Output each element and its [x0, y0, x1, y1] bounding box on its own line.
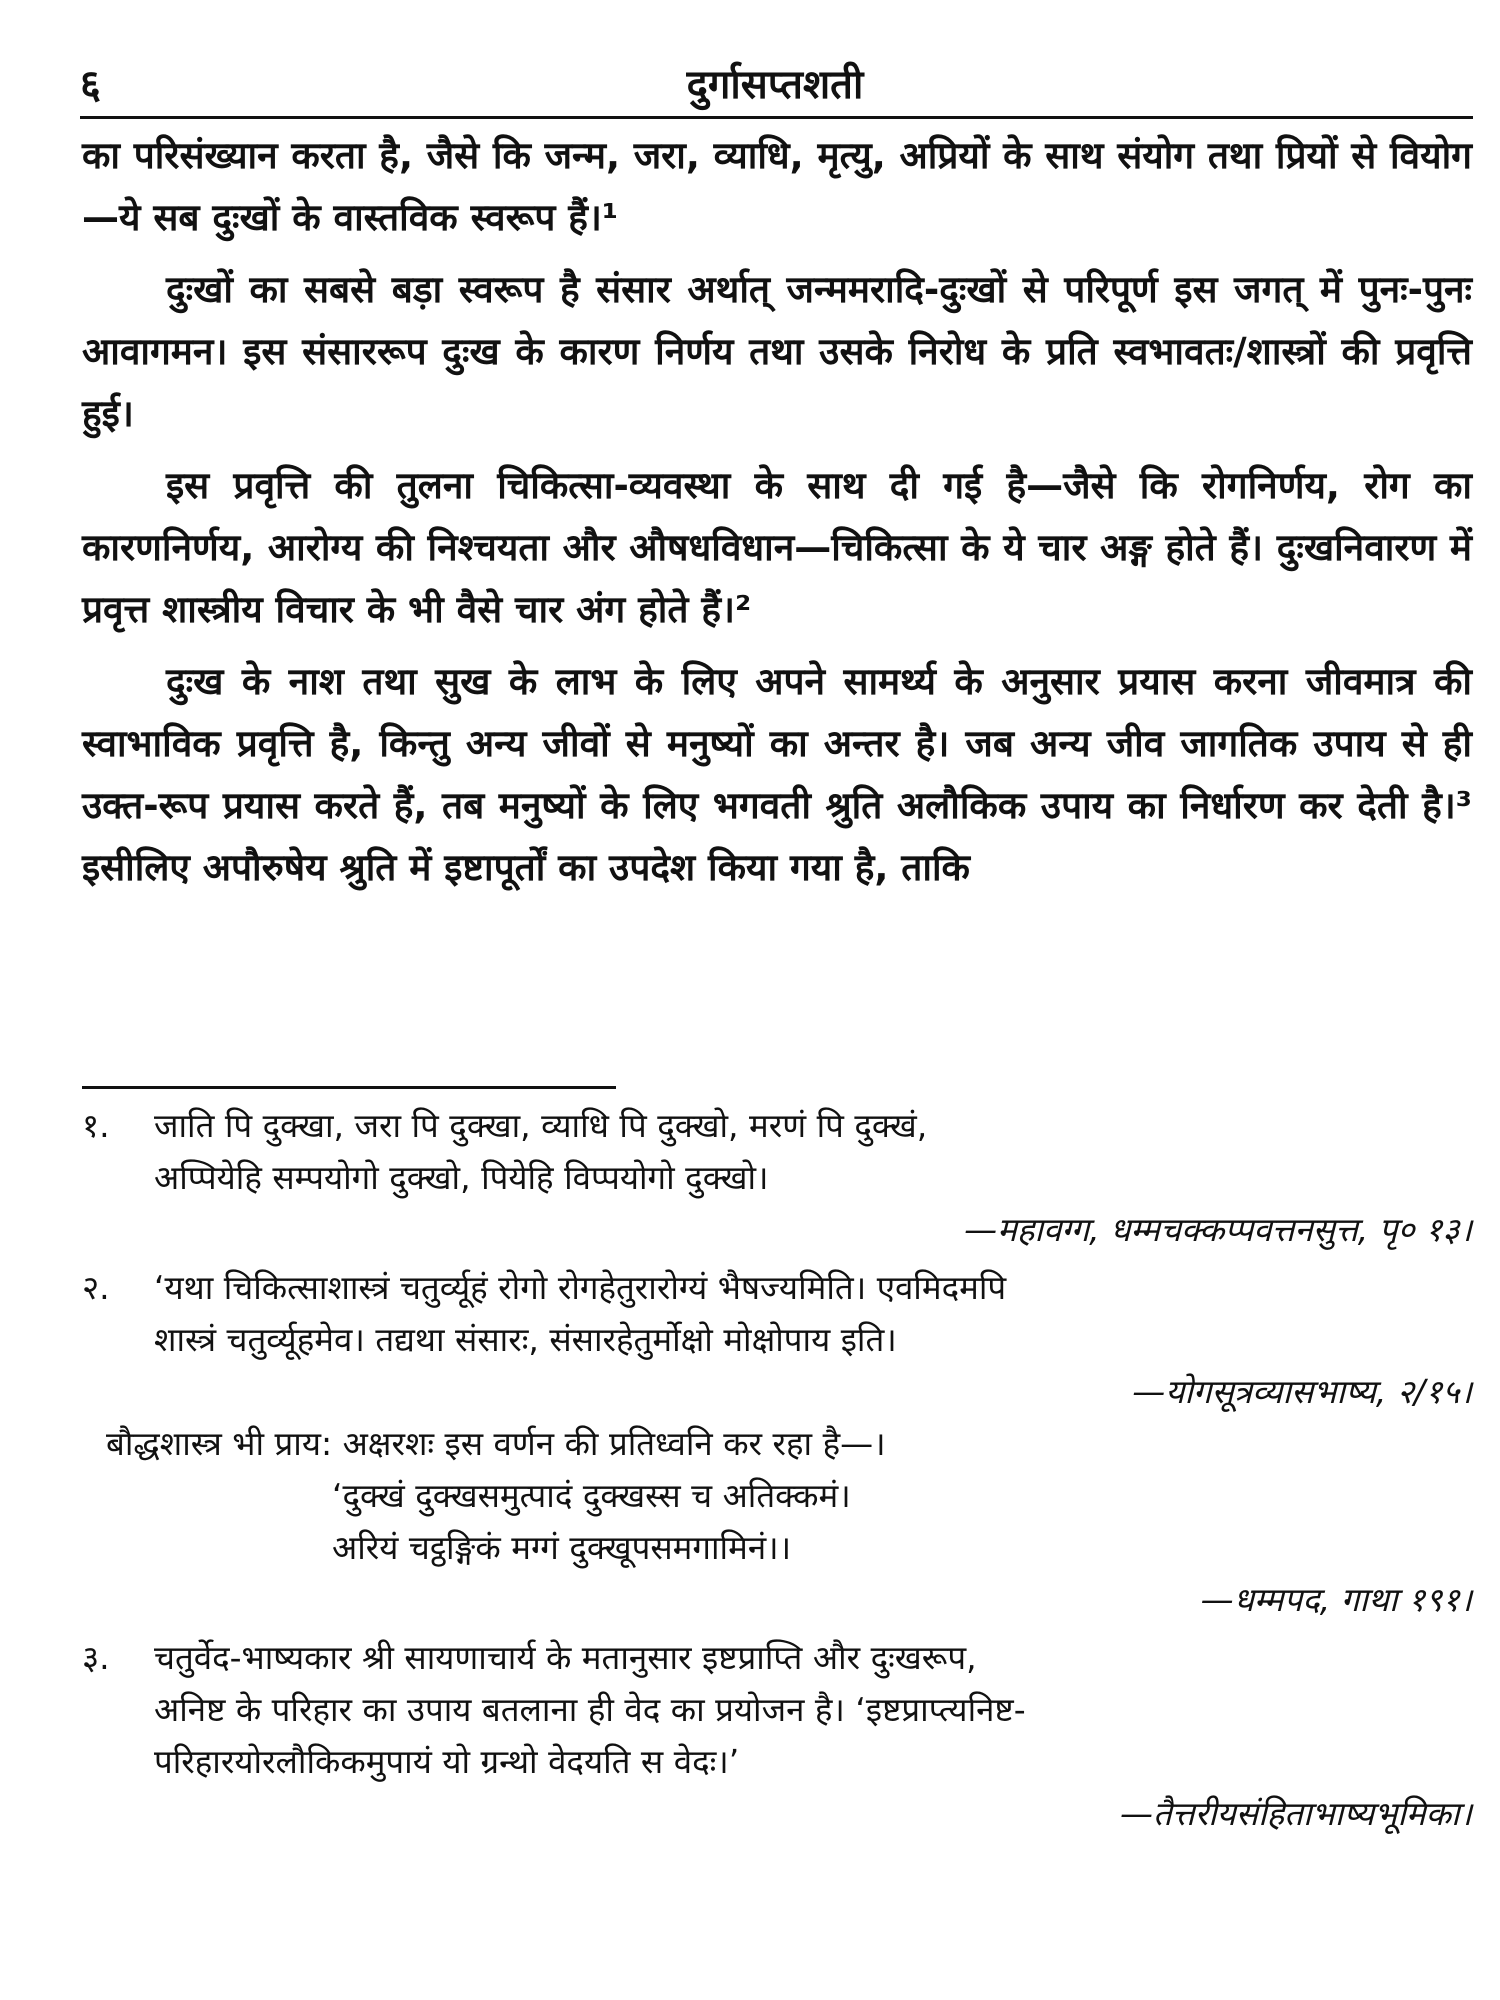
- page-number: ६: [80, 62, 101, 108]
- page-title: दुर्गासप्तशती: [686, 62, 864, 108]
- footnote-divider: [82, 1086, 616, 1089]
- page-header: [80, 55, 1470, 115]
- footnote-line: अप्पियेहि सम्पयोगो दुक्खो, पियेहि विप्पयोगो दुक्खो।: [154, 1158, 769, 1197]
- footnote-line: चतुर्वेद-भाष्यकार श्री सायणाचार्य के मतानुसार इष्टप्राप्ति और दुःखरूप,: [154, 1638, 977, 1677]
- paragraph: दुःख के नाश तथा सुख के लाभ के लिए अपने सामर्थ्य के अनुसार प्रयास करना जीवमात्र की स्वाभाविक प्रवृत्ति है, किन्तु अन्य जीवों से मनुष्यों का अन्तर है। जब अन्य जीव जागतिक उपाय से ही उक्त-रूप प्रयास करते हैं, तब मनुष्यों के लिए भगवती श्रुति अलौकिक उपाय का निर्धारण कर देती है।³ इसीलिए अपौरुषेय श्रुति में इष्टापूर्तों का उपदेश किया गया है, ताकि: [82, 660, 1472, 889]
- footnote-line: जाति पि दुक्खा, जरा पि दुक्खा, व्याधि पि दुक्खो, मरणं पि दुक्खं,: [154, 1106, 928, 1145]
- footnote-source: —महावग्ग, धम्मचक्कप्पवत्तनसुत्त, पृ० १३।: [964, 1210, 1472, 1249]
- footnote-3: [82, 1632, 1472, 1840]
- paragraph: दुःखों का सबसे बड़ा स्वरूप है संसार अर्थात् जन्ममरादि-दुःखों से परिपूर्ण इस जगत् में पुनः-पुनः आवागमन। इस संसाररूप दुःख के कारण निर्णय तथा उसके निरोध के प्रति स्वभावतः/शास्त्रों की प्रवृत्ति हुई।: [82, 268, 1472, 435]
- footnote-note: बौद्धशास्त्र भी प्राय: अक्षरशः इस वर्णन की प्रतिध्वनि कर रहा है—।: [106, 1424, 886, 1463]
- footnote-2: [82, 1262, 1472, 1418]
- footnote-1: [82, 1100, 1472, 1256]
- footnote-number: ३.: [82, 1638, 110, 1677]
- paragraph: इस प्रवृत्ति की तुलना चिकित्सा-व्यवस्था के साथ दी गई है—जैसे कि रोगनिर्णय, रोग का कारणनिर्णय, आरोग्य की निश्चयता और औषधविधान—चिकित्सा के ये चार अङ्ग होते हैं। दुःखनिवारण में प्रवृत्त शास्त्रीय विचार के भी वैसे चार अंग होते हैं।²: [82, 464, 1472, 631]
- verse-line: ‘दुक्खं दुक्खसमुत्पादं दुक्खस्स च अतिक्कमं।: [332, 1476, 851, 1515]
- footnote-source: —योगसूत्रव्यासभाष्य, २/१५।: [1132, 1372, 1472, 1411]
- footnote-source: —धम्मपद, गाथा १९१।: [1200, 1580, 1472, 1619]
- footnote-line: परिहारयोरलौकिकमुपायं यो ग्रन्थो वेदयति स वेदः।’: [154, 1742, 740, 1781]
- footnote-line: अनिष्ट के परिहार का उपाय बतलाना ही वेद का प्रयोजन है। ‘इष्टप्राप्त्यनिष्ट-: [154, 1690, 1026, 1729]
- main-text: [82, 125, 1472, 909]
- footnote-2-extra: [82, 1418, 1472, 1626]
- verse-line: अरियं चट्ठङ्गिकं मग्गं दुक्खूपसमगामिनं।।: [332, 1528, 792, 1567]
- footnote-line: शास्त्रं चतुर्व्यूहमेव। तद्यथा संसारः, संसारहेतुर्मोक्षो मोक्षोपाय इति।: [154, 1320, 897, 1359]
- footnote-source: —तैत्तरीयसंहिताभाष्यभूमिका।: [1119, 1794, 1472, 1833]
- footnote-number: २.: [82, 1268, 110, 1307]
- footnote-line: ‘यथा चिकित्साशास्त्रं चतुर्व्यूहं रोगो रोगहेतुरारोग्यं भैषज्यमिति। एवमिदमपि: [154, 1268, 1007, 1307]
- header-divider: [80, 116, 1473, 119]
- paragraph: का परिसंख्यान करता है, जैसे कि जन्म, जरा, व्याधि, मृत्यु, अप्रियों के साथ संयोग तथा प्रियों से वियोग—ये सब दुःखों के वास्तविक स्वरूप हैं।¹: [82, 134, 1472, 239]
- footnotes: [82, 1100, 1472, 1840]
- footnote-number: १.: [82, 1106, 110, 1145]
